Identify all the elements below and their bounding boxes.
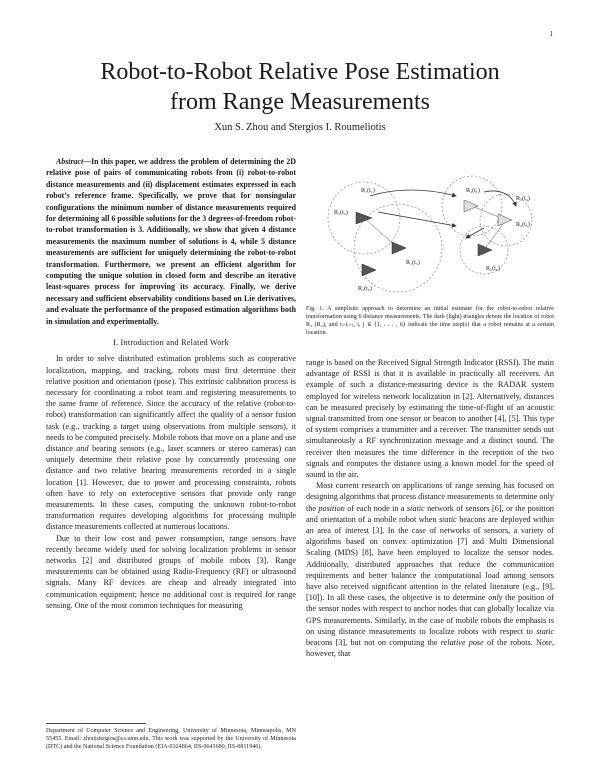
robot-r1-marker <box>478 244 492 256</box>
robot-r1-marker <box>356 212 372 224</box>
body-paragraph <box>306 480 554 659</box>
paragraph-text: range is based on the Received Signal Strength Indicator (RSSI). The main advantage of RSSI is that it is available in practically all receivers. An example of such a distance-measuring device is the RADAR system employed for wireless network localization in [2]. Alternatively, distances can be measured precisely by estimating the time-of-flight of an acoustic signal transmitted from one sensor or beacon to another [4], [5]. This type of system comprises a transmitter and a receiver. The transmitter sends out simultaneously a RF synchronization message and a distinct sound. The receiver then measures the time difference in the reception of the two signals and computes the distance using a known model for the speed of sound in the air. <box>306 358 554 480</box>
figure-label: R₂(t₆) <box>486 266 500 272</box>
figure-label: R₂(t₅) <box>516 222 530 228</box>
robot-r1-marker <box>362 264 376 276</box>
body-paragraph <box>306 357 554 480</box>
paragraph-text: of the robots. Note, however, that <box>306 638 554 659</box>
title-line-2: from Range Measurements <box>170 89 430 115</box>
robot-r2-marker <box>498 214 512 226</box>
emphasis-text: and <box>76 443 89 453</box>
emphasis-text: static <box>438 514 457 524</box>
body-paragraph <box>46 533 296 611</box>
paragraph-text: Due to their low cost and power consumption, range sensors have recently become widely used for solving localization problems in sensor networks [2] and distributed groups of mobile robots [3]. Range measurements can be obtained using Radio-Frequency (RF) or ultrasound signals. Many RF devices are cheap and already integrated into communication equipment; hence no additional cost is required for range sensing. One of the most common techniques for measuring <box>46 533 296 610</box>
authors: Xun S. Zhou and Stergios I. Roumeliotis <box>214 122 386 133</box>
emphasis-text: only <box>488 593 503 603</box>
motion-arrow <box>370 190 456 196</box>
paragraph-text: Most current research on applications of range sensing has focused on designing algorithms that process distance measurements to determine only the <box>306 481 554 513</box>
page-number: 1 <box>549 30 553 38</box>
figure-label: R₁(t₁) <box>361 188 375 194</box>
right-column <box>306 357 554 659</box>
figure-label: R₂(t₄) <box>516 196 530 202</box>
footnote-divider <box>46 723 146 724</box>
emphasis-text: static <box>406 503 425 513</box>
abstract-text: —In this paper, we address the problem of determining the 2D relative pose of pairs of communicating robots from (i) robot-to-robot distance measurements and (ii) displacement estimates expressed in each robot’s reference frame. Specifically, we prove that for nonsingular configurations the minimum number of distance measurements required for determining all 6 possible solutions for the 3 degrees-of-freedom robot-to-robot transformation is 3. Additionally, we show that given 4 distance measurements the maximum number of solutions is 4, while 5 distance measurements are sufficient for uniquely determining the robot-to-robot transformation. Furthermore, we present an efficient algorithm for computing the unique solution in closed form and describe an iterative least-squares process for improving its accuracy. Finally, we derive necessary and sufficient observability conditions based on Lie derivatives, and evaluate the performance of the proposed estimation algorithms both in simulation and experimentally. <box>46 157 296 326</box>
motion-arrow <box>378 212 456 226</box>
paragraph-text: bearing sensors (e.g., laser scanners or stereo cameras) can uniquely determine their relative pose by concurrently processing one distance and two relative bearing measurements recorded in a single location [1]. However, due to power and processing constraints, robots often have to rely on exteroceptive sensors that provide only range measurements. In these cases, computing the unknown robot-to-robot transformation requires developing algorithms for processing multiple distance measurements collected at numerous locations. <box>46 443 297 532</box>
figure-1 <box>306 168 554 298</box>
paragraph-text: beacons [3], but not on computing the <box>306 638 441 648</box>
motion-arrow <box>466 228 484 238</box>
figure-label: R₁(t₂) <box>334 210 348 216</box>
figure-caption: Fig. 1. A simplistic approach to determine an initial estimate for the robot-to-robot relative transformation using 6 distance measurements. The dark (light) triangles denote the location of robot R₁ (R₂), and tᵢ–tᵢ₊ⱼ, i, j ∈ {1, . . . , 6} indicate the time step(s) that a robot remains at a certain location. <box>306 306 554 336</box>
robot-r1-marker <box>392 242 406 254</box>
paragraph-text: of each node in a <box>344 503 407 513</box>
paragraph-text: In order to solve distributed estimation problems such as cooperative localization, mapping, and tracking, robots must first determine their relative position and orientation (pose). This extrinsic calibration process is necessary for coordinating a robot team and registering measurements to the same frame of reference. Since the accuracy of the relative (robot-to-robot) transformation can significantly affect the quality of a sensor fusion task (e.g., tracking a target using observations from multiple sensors), it needs to be computed precisely. Mobile robots that move on a plane and use distance <box>46 354 296 453</box>
robot-r2-marker <box>464 200 478 212</box>
paragraph-text: network of sensors [6], or the position and orientation of a mobile robot when <box>306 503 555 524</box>
robot-pose-diagram <box>306 168 554 298</box>
figure-label: R₁(t₆) <box>358 286 372 292</box>
emphasis-text: relative pose <box>440 638 484 648</box>
paragraph-text: beacons are deployed within an area of interest [3]. In the case of networks of sensors, a variety of algorithms based on convex optimization [7] and Multi Dimensional Scaling (MDS) [8], have been employed to localize the sensor nodes. Additionally, distributed approaches that reduce the communication requirements and better balance the computational load among sensors have also received significant attention in the related literature (e.g., [9], [10]). In all these cases, the objective is to determine <box>306 514 554 603</box>
abstract <box>46 156 296 327</box>
abstract-label: Abstract <box>56 157 84 166</box>
figure-label: R₂(t₁) <box>466 188 480 194</box>
body-paragraph <box>46 353 296 532</box>
emphasis-text: position <box>318 503 345 513</box>
left-column <box>46 156 296 611</box>
emphasis-text: static <box>536 626 554 636</box>
footnote: Department of Computer Science and Engineering, University of Minnesota, Minneapolis, MN 55455. Email: zhou|stergios@cs.umn.edu. This work was supported by the University of Minnesota (DTC) and the National Science Foundation (EIA-0324864, IIS-0643680, IIS-0811946). <box>46 728 296 750</box>
title-line-1: Robot-to-Robot Relative Pose Estimation <box>100 59 500 85</box>
motion-arrow <box>484 191 516 206</box>
paper-title <box>0 57 600 117</box>
section-heading: I. Introduction and Related Work <box>113 338 229 348</box>
figure-label: R₁(t₃) <box>406 260 420 266</box>
paragraph-text: the position of the sensor nodes with respect to anchor nodes that can globally localize via GPS measurements. Similarly, in the case of mobile robots the emphasis is on using distance measurements to localize robots with respect to <box>306 593 554 636</box>
